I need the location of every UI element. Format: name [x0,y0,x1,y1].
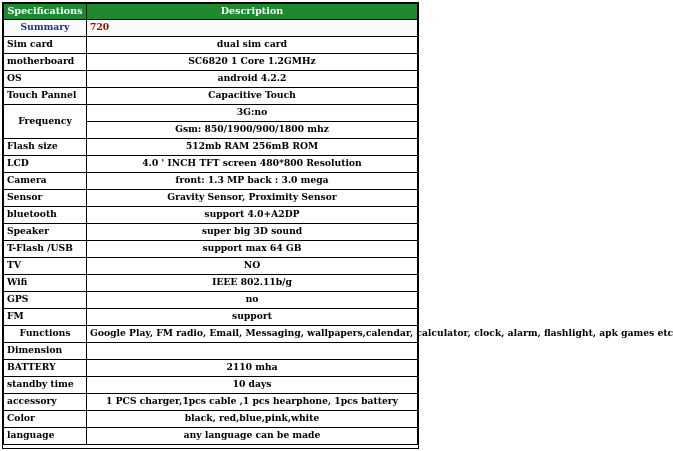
table-row [4,88,418,105]
row-value: support [87,309,418,326]
table-row [4,173,418,190]
row-label: Functions [4,326,87,343]
row-value: support max 64 GB [87,241,418,258]
row-value: any language can be made [87,428,418,445]
table-row [4,241,418,258]
table-row [4,377,418,394]
row-value: super big 3D sound [87,224,418,241]
row-label: Sim card [4,37,87,54]
row-value-functions: Google Play, FM radio, Email, Messaging, wallpapers,calendar, calculator, clock, alarm, flashlight, apk games etc [87,326,418,343]
frequency-3g: 3G:no [236,107,268,118]
row-label: accessory [4,394,87,411]
row-label: Flash size [4,139,87,156]
row-label: bluetooth [4,207,87,224]
table-row [4,275,418,292]
row-label: Frequency [4,105,87,139]
table-row [4,71,418,88]
table-row [4,224,418,241]
row-label: Speaker [4,224,87,241]
table-row [4,156,418,173]
table-row [4,411,418,428]
row-value: front: 1.3 MP back : 3.0 mega [87,173,418,190]
row-label: T-Flash /USB [4,241,87,258]
table-row [4,309,418,326]
row-value: 1 PCS charger,1pcs cable ,1 pcs hearphone, 1pcs battery [87,394,418,411]
frequency-gsm: Gsm: 850/1900/900/1800 mhz [175,124,329,135]
row-value-frequency [87,105,418,139]
row-label: Wifi [4,275,87,292]
table-row [4,207,418,224]
row-value: 2110 mha [87,360,418,377]
row-label: TV [4,258,87,275]
row-value: Capacitive Touch [87,88,418,105]
row-value: SC6820 1 Core 1.2GMHz [87,54,418,71]
row-label: standby time [4,377,87,394]
row-value: 4.0 ' INCH TFT screen 480*800 Resolution [87,156,418,173]
row-label: LCD [4,156,87,173]
table-row [4,292,418,309]
spec-table [3,3,673,445]
table-row [4,326,418,343]
table-row [4,54,418,71]
table-row [4,139,418,156]
table-row [4,190,418,207]
table-row [4,105,418,139]
summary-label: Summary [4,20,87,37]
row-value: support 4.0+A2DP [87,207,418,224]
row-label: Camera [4,173,87,190]
table-row [4,37,418,54]
table-row [4,394,418,411]
table-row [4,360,418,377]
row-label: BATTERY [4,360,87,377]
header-specifications: Specifications [4,4,87,20]
row-label: GPS [4,292,87,309]
row-value: black, red,blue,pink,white [87,411,418,428]
row-value: no [87,292,418,309]
row-label: Dimension [4,343,87,360]
header-description: Description [87,4,418,20]
summary-row [4,20,418,37]
row-value: 512mb RAM 256mB ROM [87,139,418,156]
row-value [87,343,418,360]
row-label: OS [4,71,87,88]
row-label: Sensor [4,190,87,207]
header-row [4,4,418,20]
summary-value: 720 [87,20,418,37]
row-value: IEEE 802.11b/g [87,275,418,292]
table-row [4,428,418,445]
table-row [4,343,418,360]
row-label: motherboard [4,54,87,71]
row-label: Touch Pannel [4,88,87,105]
row-label: Color [4,411,87,428]
table-row [4,258,418,275]
row-value: 10 days [87,377,418,394]
row-label: language [4,428,87,445]
row-value: NO [87,258,418,275]
row-value: Gravity Sensor, Proximity Sensor [87,190,418,207]
row-value: dual sim card [87,37,418,54]
spec-sheet [2,2,673,449]
row-value: android 4.2.2 [87,71,418,88]
row-label: FM [4,309,87,326]
